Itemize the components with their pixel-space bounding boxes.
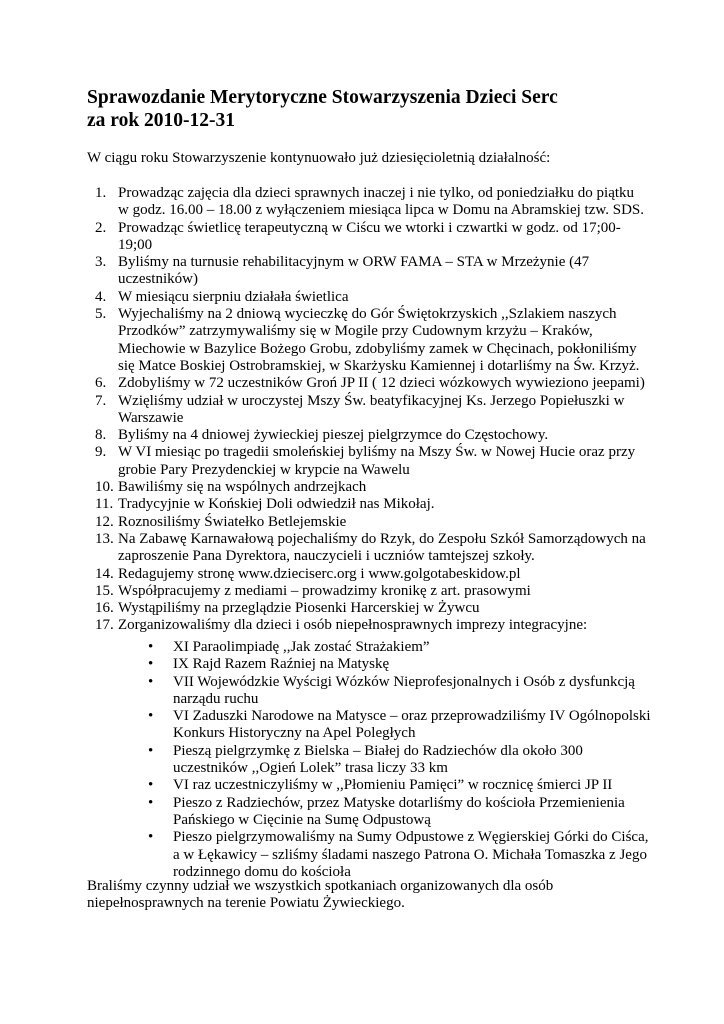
list-item-text: Zdobyliśmy w 72 uczestników Groń JP II ( 12 dzieci wózkowych wywieziono jeepami) — [118, 375, 645, 392]
list-item — [87, 254, 647, 289]
list-item-number: 12. — [95, 513, 114, 530]
list-item-number: 2. — [95, 219, 107, 236]
list-item-number: 4. — [95, 288, 107, 305]
list-item-text: Wystąpiliśmy na przeglądzie Piosenki Harcerskiej w Żywcu — [118, 600, 480, 617]
list-item-number: 6. — [95, 375, 107, 392]
list-item-text: Byliśmy na 4 dniowej żywieckiej pieszej pielgrzymce do Częstochowy. — [118, 427, 549, 444]
list-item — [87, 600, 647, 617]
list-item-text: Współpracujemy z mediami – prowadzimy kronikę z art. prasowymi — [118, 582, 531, 599]
document-title — [87, 86, 647, 132]
bullet-item-text: VI raz uczestniczyliśmy w ,,Płomieniu Pamięci” w rocznicę śmierci JP II — [173, 777, 613, 794]
list-item — [87, 566, 647, 583]
list-item — [87, 393, 647, 428]
list-item-number: 9. — [95, 444, 107, 461]
list-item — [87, 617, 647, 634]
list-item — [87, 583, 647, 600]
list-item — [87, 375, 647, 392]
list-item-text: Wyjechaliśmy na 2 dniową wycieczkę do Gór Świętokrzyskich ,,Szlakiem naszych Przodków” zatrzymywaliśmy się w Mogile przy Cudownym krzyżu – Kraków, Miechowie w Bazylice Bożego Grobu, zdobyliśmy zamek w Chęcinach, pokłoniliśmy się Matce Boskiej Ostrobramskiej, w Skarżysku Kamiennej i dotarliśmy na Św. Krzyż. — [118, 306, 640, 374]
list-item — [87, 479, 647, 496]
bullet-item — [148, 674, 658, 709]
bullet-icon: • — [148, 708, 154, 725]
bullet-item-text: Pieszą pielgrzymkę z Bielska – Białej do Radziechów dla około 300 uczestników ,,Ogień Lolek” trasa liczy 33 km — [173, 742, 583, 777]
list-item-number: 11. — [95, 496, 114, 513]
bullet-icon: • — [148, 639, 154, 655]
bullet-item-text: IX Rajd Razem Raźniej na Matyskę — [173, 656, 390, 673]
list-item-text: Wzięliśmy udział w uroczystej Mszy Św. beatyfikacyjnej Ks. Jerzego Popiełuszki w Warszawie — [118, 392, 625, 426]
bullet-icon: • — [148, 656, 154, 673]
list-item-text: W VI miesiąc po tragedii smoleńskiej byliśmy na Mszy Św. w Nowej Hucie oraz przy grobie Pary Prezydenckiej w krypcie na Wawelu — [118, 444, 636, 478]
list-item-number: 17. — [95, 617, 114, 634]
bullet-icon: • — [148, 777, 154, 794]
bullet-icon: • — [148, 742, 154, 759]
bullet-item — [148, 829, 658, 881]
intro-paragraph: W ciągu roku Stowarzyszenie kontynuowało już dziesięcioletnią działalność: — [87, 150, 551, 166]
bullet-item — [148, 708, 658, 743]
bullet-item — [148, 777, 658, 794]
list-item-text: Prowadząc zajęcia dla dzieci sprawnych inaczej i nie tylko, od poniedziałku do piątku w godz. 16.00 – 18.00 z wyłączeniem miesiąca lipca w Domu na Abramskiej tzw. SDS. — [118, 185, 644, 219]
list-item-text: W miesiącu sierpniu działała świetlica — [118, 288, 349, 305]
bullet-item-text: VII Wojewódzkie Wyścigi Wózków Nieprofesjonalnych i Osób z dysfunkcją narządu ruchu — [173, 673, 635, 707]
list-item-text: Roznosiliśmy Światełko Betlejemskie — [118, 513, 347, 530]
bullet-icon: • — [148, 829, 154, 846]
bullet-icon: • — [148, 794, 154, 811]
list-item-text: Byliśmy na turnusie rehabilitacyjnym w ORW FAMA – STA w Mrzeżynie (47 uczestników) — [118, 254, 590, 288]
numbered-list — [87, 185, 647, 635]
list-item — [87, 514, 647, 531]
bullet-icon: • — [148, 673, 154, 690]
list-item-text: Bawiliśmy się na wspólnych andrzejkach — [118, 479, 367, 496]
list-item — [87, 306, 647, 375]
list-item-number: 16. — [95, 600, 114, 617]
list-item-number: 10. — [95, 479, 114, 496]
list-item-number: 14. — [95, 565, 114, 582]
list-item-number: 8. — [95, 427, 107, 444]
list-item-text: Tradycyjnie w Końskiej Doli odwiedził nas Mikołaj. — [118, 496, 435, 513]
list-item-number: 3. — [95, 254, 107, 271]
bullet-item-text: XI Paraolimpiadę ,,Jak zostać Strażakiem” — [173, 639, 430, 655]
title-line-2: za rok 2010-12-31 — [87, 110, 236, 131]
bullet-item — [148, 795, 658, 830]
list-item — [87, 220, 647, 255]
title-line-1: Sprawozdanie Merytoryczne Stowarzyszenia Dzieci Serc — [87, 87, 558, 108]
list-item-number: 5. — [95, 306, 107, 323]
bullet-item-text: Pieszo pielgrzymowaliśmy na Sumy Odpustowe z Węgierskiej Górki do Ciśca, a w Łękawicy – szliśmy śladami naszego Patrona O. Michała Tomaszka z Jego rodzinnego domu do kościoła — [173, 829, 649, 880]
list-item — [87, 427, 647, 444]
list-item-text: Na Zabawę Karnawałową pojechaliśmy do Rzyk, do Zespołu Szkół Samorządowych na zaproszenie Pana Dyrektora, nauczycieli i uczniów tamtejszej szkoły. — [118, 530, 646, 565]
list-item-text: Redagujemy stronę www.dzieciserc.org i www.golgotabeskidow.pl — [118, 565, 521, 582]
closing-paragraph: Braliśmy czynny udział we wszystkich spotkaniach organizowanych dla osób niepełnosprawnych na terenie Powiatu Żywieckiego. — [87, 878, 554, 912]
bullet-item — [148, 656, 658, 673]
list-item — [87, 289, 647, 306]
list-item-text: Prowadząc świetlicę terapeutyczną w Ciścu we wtorki i czwartki w godz. od 17;00-19;00 — [118, 219, 621, 253]
bullet-item-text: Pieszo z Radziechów, przez Matyske dotarliśmy do kościoła Przemienienia Pańskiego w Cięcinie na Sumę Odpustową — [173, 794, 625, 828]
list-item — [87, 496, 647, 513]
list-item — [87, 531, 647, 566]
list-item — [87, 185, 647, 220]
list-item-number: 1. — [95, 185, 107, 201]
list-item-number: 7. — [95, 392, 107, 409]
bullet-item — [148, 743, 658, 778]
list-item — [87, 444, 647, 479]
list-item-text: Zorganizowaliśmy dla dzieci i osób niepełnosprawnych imprezy integracyjne: — [118, 617, 588, 634]
bullet-item — [148, 639, 658, 656]
list-item-number: 15. — [95, 582, 114, 599]
bullet-list — [148, 639, 658, 881]
list-item-number: 13. — [95, 530, 114, 547]
bullet-item-text: VI Zaduszki Narodowe na Matysce – oraz przeprowadziliśmy IV Ogólnopolski Konkurs Historyczny na Apel Poległych — [173, 708, 651, 742]
